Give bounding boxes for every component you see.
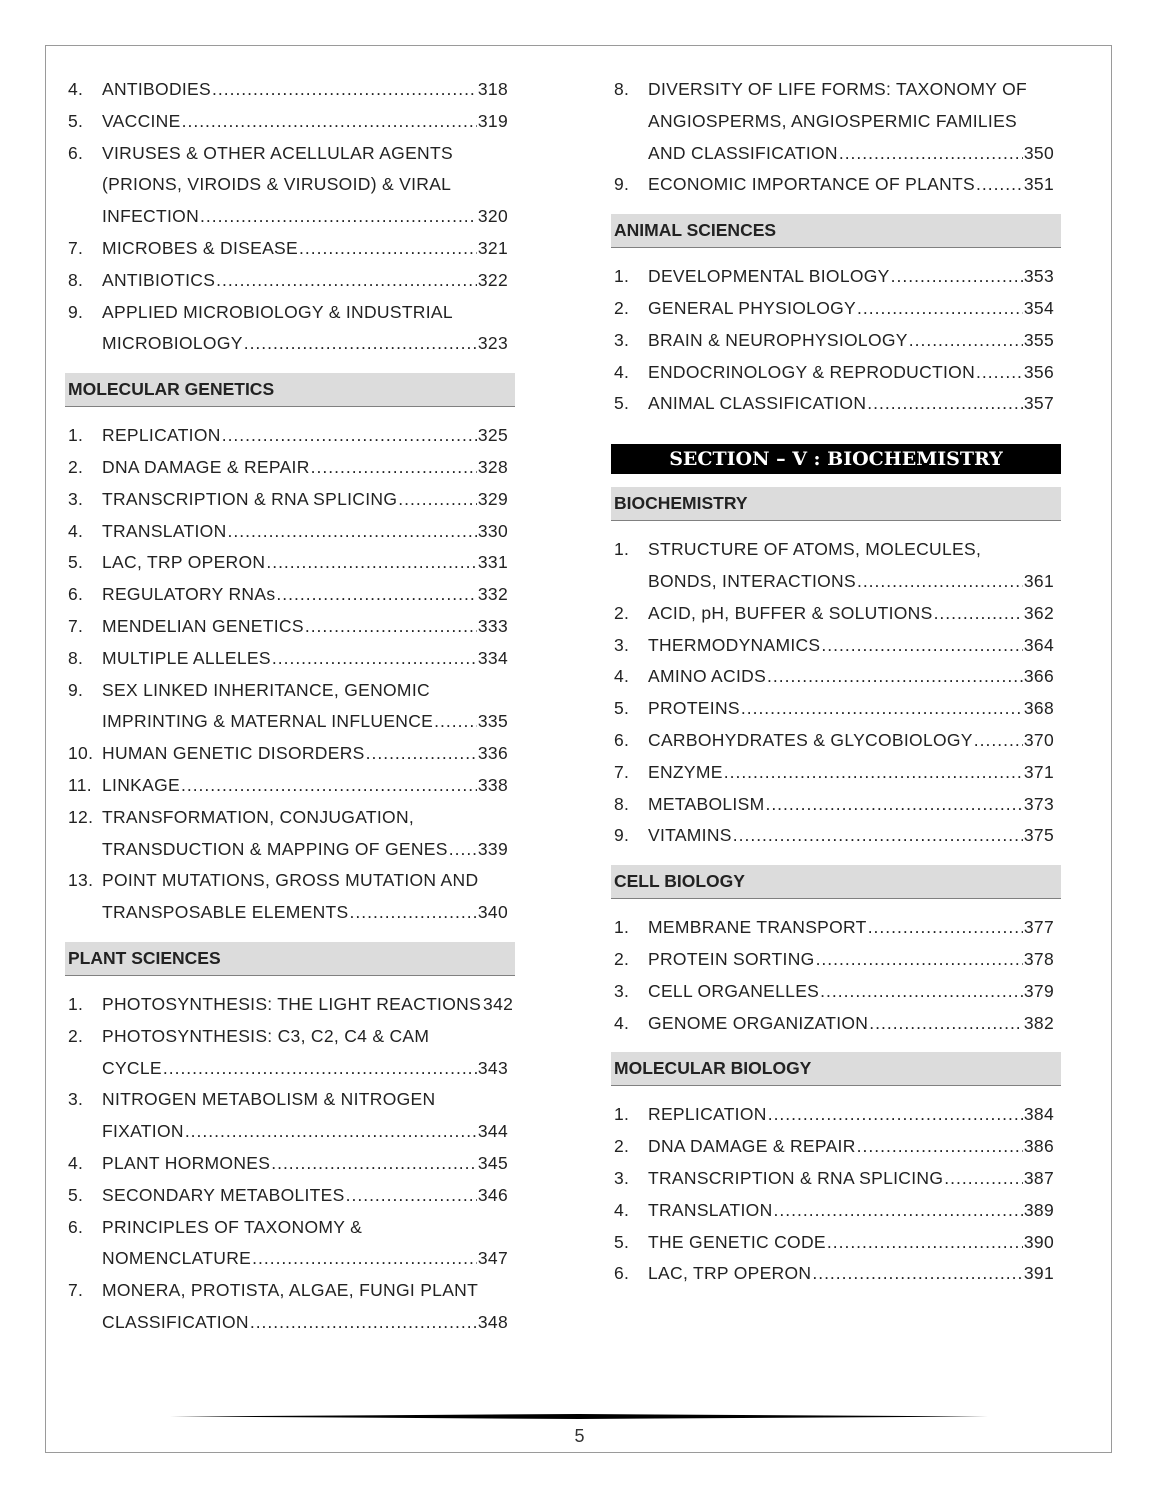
toc-entry[interactable] bbox=[65, 452, 515, 484]
toc-entry[interactable] bbox=[611, 261, 1061, 293]
toc-left-column bbox=[65, 74, 515, 1339]
entry-number: 2. bbox=[614, 602, 630, 623]
entry-number: 5. bbox=[614, 698, 630, 719]
entry-number: 2. bbox=[614, 1136, 630, 1157]
dot-leader bbox=[867, 388, 1023, 420]
entry-title: MICROBES & DISEASE bbox=[102, 237, 299, 258]
entry-title-line: PHOTOSYNTHESIS: C3, C2, C4 & CAM bbox=[102, 1025, 430, 1046]
entry-page-number: 339 bbox=[477, 838, 508, 859]
dot-leader bbox=[944, 1163, 1023, 1195]
dot-leader bbox=[857, 1131, 1023, 1163]
entry-number: 5. bbox=[68, 552, 84, 573]
entry-title-line: TRANSFORMATION, CONJUGATION, bbox=[102, 806, 415, 827]
dot-leader bbox=[222, 420, 477, 452]
entry-page-number: 368 bbox=[1023, 698, 1054, 719]
entry-number: 1. bbox=[68, 425, 84, 446]
entry-number: 3. bbox=[614, 1167, 630, 1188]
entry-number: 3. bbox=[68, 488, 84, 509]
dot-leader bbox=[869, 1008, 1023, 1040]
entry-number: 8. bbox=[68, 647, 84, 668]
entry-page-number: 357 bbox=[1023, 393, 1054, 414]
toc-entry[interactable] bbox=[65, 1084, 515, 1148]
toc-entry[interactable] bbox=[65, 865, 515, 929]
section-banner: SECTION – V : BIOCHEMISTRY bbox=[611, 444, 1061, 474]
entry-page-number: 391 bbox=[1023, 1263, 1054, 1284]
entry-page-number: 361 bbox=[1023, 570, 1054, 591]
entry-number: 3. bbox=[614, 634, 630, 655]
entry-page-number: 390 bbox=[1023, 1231, 1054, 1252]
dot-leader bbox=[272, 643, 477, 675]
entry-title: TRANSCRIPTION & RNA SPLICING bbox=[102, 488, 398, 509]
entry-title: GENERAL PHYSIOLOGY bbox=[648, 297, 857, 318]
toc-entry[interactable] bbox=[65, 1148, 515, 1180]
category-heading: PLANT SCIENCES bbox=[65, 942, 515, 976]
toc-entry[interactable] bbox=[65, 1021, 515, 1085]
entry-title: THERMODYNAMICS bbox=[648, 634, 821, 655]
toc-entry[interactable] bbox=[65, 297, 515, 361]
entry-title: AND CLASSIFICATION bbox=[648, 142, 838, 163]
toc-entry[interactable] bbox=[611, 976, 1061, 1008]
entry-title: MEMBRANE TRANSPORT bbox=[648, 917, 867, 938]
entry-number: 5. bbox=[68, 1184, 84, 1205]
entry-page-number: 325 bbox=[477, 425, 508, 446]
toc-entry[interactable] bbox=[65, 802, 515, 866]
entry-number: 1. bbox=[614, 1104, 630, 1125]
entry-page-number: 346 bbox=[477, 1184, 508, 1205]
entry-page-number: 340 bbox=[477, 902, 508, 923]
entry-page-number: 364 bbox=[1023, 634, 1054, 655]
toc-entry[interactable] bbox=[611, 820, 1061, 852]
entry-number: 9. bbox=[68, 301, 84, 322]
entry-number: 3. bbox=[614, 980, 630, 1001]
entry-page-number: 351 bbox=[1023, 174, 1054, 195]
dot-leader bbox=[812, 1258, 1023, 1290]
dot-leader bbox=[857, 566, 1023, 598]
dot-leader bbox=[163, 1053, 477, 1085]
entry-title: LAC, TRP OPERON bbox=[648, 1263, 812, 1284]
entry-number: 4. bbox=[68, 1152, 84, 1173]
dot-leader bbox=[976, 357, 1023, 389]
toc-entry[interactable] bbox=[611, 1099, 1061, 1131]
toc-entry[interactable] bbox=[611, 357, 1061, 389]
dot-leader bbox=[181, 770, 477, 802]
toc-entry[interactable] bbox=[65, 420, 515, 452]
dot-leader bbox=[857, 293, 1023, 325]
toc-entry[interactable] bbox=[611, 534, 1061, 598]
category-heading: BIOCHEMISTRY bbox=[611, 487, 1061, 521]
dot-leader bbox=[182, 106, 477, 138]
entry-number: 6. bbox=[614, 1263, 630, 1284]
toc-entry[interactable] bbox=[611, 598, 1061, 630]
entry-page-number: 379 bbox=[1023, 980, 1054, 1001]
entry-number: 6. bbox=[68, 142, 84, 163]
entry-title: PHOTOSYNTHESIS: THE LIGHT REACTIONS bbox=[102, 993, 482, 1014]
entry-page-number: 382 bbox=[1023, 1012, 1054, 1033]
toc-entry[interactable] bbox=[611, 944, 1061, 976]
dot-leader bbox=[276, 579, 477, 611]
dot-leader bbox=[733, 820, 1023, 852]
toc-entry[interactable] bbox=[65, 265, 515, 297]
entry-title: VITAMINS bbox=[648, 825, 732, 846]
entry-title: GENOME ORGANIZATION bbox=[648, 1012, 869, 1033]
toc-entry[interactable] bbox=[65, 989, 515, 1021]
entry-title: CYCLE bbox=[102, 1057, 162, 1078]
entry-title: ENDOCRINOLOGY & REPRODUCTION bbox=[648, 361, 976, 382]
entry-page-number: 354 bbox=[1023, 297, 1054, 318]
toc-entry[interactable] bbox=[611, 789, 1061, 821]
toc-entry[interactable] bbox=[65, 106, 515, 138]
entry-page-number: 332 bbox=[477, 584, 508, 605]
toc-entry[interactable] bbox=[611, 661, 1061, 693]
toc-entry[interactable] bbox=[611, 1163, 1061, 1195]
toc-entry[interactable] bbox=[65, 74, 515, 106]
entry-title: REPLICATION bbox=[102, 425, 221, 446]
toc-entry[interactable] bbox=[611, 293, 1061, 325]
entry-number: 4. bbox=[614, 666, 630, 687]
toc-entry[interactable] bbox=[611, 912, 1061, 944]
dot-leader bbox=[266, 547, 477, 579]
dot-leader bbox=[212, 74, 477, 106]
dot-leader bbox=[934, 598, 1023, 630]
entry-number: 4. bbox=[614, 1012, 630, 1033]
entry-number: 2. bbox=[68, 1025, 84, 1046]
entry-title: TRANSLATION bbox=[102, 520, 227, 541]
entry-number: 1. bbox=[614, 917, 630, 938]
entry-page-number: 353 bbox=[1023, 266, 1054, 287]
toc-entry[interactable] bbox=[65, 1212, 515, 1276]
entry-page-number: 342 bbox=[483, 993, 514, 1014]
toc-entry[interactable] bbox=[65, 233, 515, 265]
entry-number: 6. bbox=[614, 729, 630, 750]
entry-page-number: 319 bbox=[477, 110, 508, 131]
entry-page-number: 334 bbox=[477, 647, 508, 668]
toc-entry[interactable] bbox=[611, 74, 1061, 169]
dot-leader bbox=[767, 661, 1023, 693]
entry-page-number: 373 bbox=[1023, 793, 1054, 814]
toc-entry[interactable] bbox=[65, 770, 515, 802]
toc-entry[interactable] bbox=[611, 169, 1061, 201]
entry-title-line: DIVERSITY OF LIFE FORMS: TAXONOMY OF bbox=[648, 79, 1028, 99]
dot-leader bbox=[311, 452, 477, 484]
dot-leader bbox=[449, 834, 477, 866]
entry-title: BRAIN & NEUROPHYSIOLOGY bbox=[648, 329, 908, 350]
entry-title: PLANT HORMONES bbox=[102, 1152, 271, 1173]
entry-title: DEVELOPMENTAL BIOLOGY bbox=[648, 266, 890, 287]
entry-title: PROTEINS bbox=[648, 698, 740, 719]
entry-title: REPLICATION bbox=[648, 1104, 767, 1125]
entry-title: MENDELIAN GENETICS bbox=[102, 615, 304, 636]
entry-title: INFECTION bbox=[102, 206, 200, 227]
entry-page-number: 321 bbox=[477, 237, 508, 258]
entry-page-number: 345 bbox=[477, 1152, 508, 1173]
entry-title: IMPRINTING & MATERNAL INFLUENCE bbox=[102, 711, 434, 732]
entry-page-number: 320 bbox=[477, 206, 508, 227]
dot-leader bbox=[774, 1195, 1023, 1227]
category-heading: ANIMAL SCIENCES bbox=[611, 214, 1061, 248]
entry-title: FIXATION bbox=[102, 1121, 184, 1142]
entry-title: MULTIPLE ALLELES bbox=[102, 647, 271, 668]
entry-title: BONDS, INTERACTIONS bbox=[648, 570, 856, 591]
category-heading: MOLECULAR BIOLOGY bbox=[611, 1052, 1061, 1086]
dot-leader bbox=[768, 1099, 1023, 1131]
entry-number: 9. bbox=[68, 679, 84, 700]
entry-page-number: 322 bbox=[477, 269, 508, 290]
entry-title: METABOLISM bbox=[648, 793, 765, 814]
entry-title: LAC, TRP OPERON bbox=[102, 552, 266, 573]
entry-page-number: 389 bbox=[1023, 1199, 1054, 1220]
toc-entry[interactable] bbox=[65, 138, 515, 233]
entry-page-number: 355 bbox=[1023, 329, 1054, 350]
entry-page-number: 371 bbox=[1023, 761, 1054, 782]
toc-entry[interactable] bbox=[611, 1008, 1061, 1040]
entry-number: 6. bbox=[68, 1216, 84, 1237]
entry-page-number: 336 bbox=[477, 743, 508, 764]
entry-number: 7. bbox=[68, 1280, 84, 1301]
dot-leader bbox=[974, 725, 1023, 757]
toc-entry[interactable] bbox=[611, 1131, 1061, 1163]
entry-title: REGULATORY RNAs bbox=[102, 584, 276, 605]
entry-page-number: 370 bbox=[1023, 729, 1054, 750]
entry-page-number: 335 bbox=[477, 711, 508, 732]
dot-leader bbox=[346, 1180, 477, 1212]
entry-title-line: SEX LINKED INHERITANCE, GENOMIC bbox=[102, 679, 430, 700]
entry-number: 4. bbox=[614, 361, 630, 382]
toc-entry[interactable] bbox=[65, 1275, 515, 1339]
entry-title: CARBOHYDRATES & GLYCOBIOLOGY bbox=[648, 729, 973, 750]
entry-number: 5. bbox=[68, 110, 84, 131]
entry-number: 11. bbox=[68, 774, 92, 795]
dot-leader bbox=[252, 1243, 477, 1275]
entry-title: NOMENCLATURE bbox=[102, 1248, 252, 1269]
entry-title: CLASSIFICATION bbox=[102, 1311, 249, 1332]
entry-title-line: ANGIOSPERMS, ANGIOSPERMIC FAMILIES bbox=[648, 110, 1018, 131]
entry-title: ANIMAL CLASSIFICATION bbox=[648, 393, 867, 414]
entry-title: ACID, pH, BUFFER & SOLUTIONS bbox=[648, 602, 933, 623]
entry-title: DNA DAMAGE & REPAIR bbox=[102, 456, 310, 477]
toc-entry[interactable] bbox=[65, 579, 515, 611]
dot-leader bbox=[200, 201, 477, 233]
entry-title-line: VIRUSES & OTHER ACELLULAR AGENTS bbox=[102, 142, 453, 163]
entry-number: 4. bbox=[614, 1199, 630, 1220]
entry-title: THE GENETIC CODE bbox=[648, 1231, 826, 1252]
toc-entry[interactable] bbox=[65, 738, 515, 770]
entry-number: 5. bbox=[614, 1231, 630, 1252]
entry-number: 8. bbox=[614, 79, 630, 99]
entry-title: ENZYME bbox=[648, 761, 723, 782]
toc-entry[interactable] bbox=[65, 516, 515, 548]
entry-page-number: 343 bbox=[477, 1057, 508, 1078]
entry-number: 9. bbox=[614, 174, 630, 195]
toc-entry[interactable] bbox=[611, 1258, 1061, 1290]
entry-page-number: 328 bbox=[477, 456, 508, 477]
dot-leader bbox=[827, 1227, 1023, 1259]
category-heading: CELL BIOLOGY bbox=[611, 865, 1061, 899]
entry-number: 2. bbox=[614, 948, 630, 969]
dot-leader bbox=[839, 138, 1023, 170]
entry-number: 8. bbox=[68, 269, 84, 290]
dot-leader bbox=[228, 516, 477, 548]
entry-number: 4. bbox=[68, 520, 84, 541]
toc-entry[interactable] bbox=[65, 547, 515, 579]
dot-leader bbox=[366, 738, 477, 770]
entry-number: 6. bbox=[68, 584, 84, 605]
dot-leader bbox=[976, 169, 1023, 201]
entry-title: TRANSCRIPTION & RNA SPLICING bbox=[648, 1167, 944, 1188]
entry-page-number: 329 bbox=[477, 488, 508, 509]
entry-page-number: 333 bbox=[477, 615, 508, 636]
entry-title: ANTIBIOTICS bbox=[102, 269, 216, 290]
entry-page-number: 386 bbox=[1023, 1136, 1054, 1157]
dot-leader bbox=[821, 630, 1022, 662]
entry-page-number: 338 bbox=[477, 774, 508, 795]
dot-leader bbox=[816, 944, 1023, 976]
entry-number: 1. bbox=[614, 266, 630, 287]
toc-entry[interactable] bbox=[65, 675, 515, 739]
dot-leader bbox=[244, 328, 477, 360]
dot-leader bbox=[305, 611, 477, 643]
entry-number: 3. bbox=[614, 329, 630, 350]
entry-number: 7. bbox=[68, 237, 84, 258]
entry-page-number: 331 bbox=[477, 552, 508, 573]
entry-number: 4. bbox=[68, 79, 84, 99]
entry-page-number: 323 bbox=[477, 333, 508, 354]
entry-title: ANTIBODIES bbox=[102, 79, 211, 99]
entry-title: TRANSPOSABLE ELEMENTS bbox=[102, 902, 349, 923]
entry-page-number: 377 bbox=[1023, 917, 1054, 938]
entry-title: TRANSDUCTION & MAPPING OF GENES bbox=[102, 838, 448, 859]
toc-entry[interactable] bbox=[611, 388, 1061, 420]
entry-title: CELL ORGANELLES bbox=[648, 980, 820, 1001]
dot-leader bbox=[891, 261, 1023, 293]
entry-page-number: 366 bbox=[1023, 666, 1054, 687]
dot-leader bbox=[271, 1148, 477, 1180]
entry-title: PROTEIN SORTING bbox=[648, 948, 815, 969]
entry-title: HUMAN GENETIC DISORDERS bbox=[102, 743, 365, 764]
entry-number: 3. bbox=[68, 1089, 84, 1110]
dot-leader bbox=[741, 693, 1023, 725]
toc-entry[interactable] bbox=[65, 643, 515, 675]
dot-leader bbox=[820, 976, 1023, 1008]
entry-number: 2. bbox=[614, 297, 630, 318]
entry-title: AMINO ACIDS bbox=[648, 666, 767, 687]
dot-leader bbox=[765, 789, 1022, 821]
dot-leader bbox=[868, 912, 1023, 944]
dot-leader bbox=[250, 1307, 477, 1339]
toc-entry[interactable] bbox=[65, 484, 515, 516]
entry-title-line: STRUCTURE OF ATOMS, MOLECULES, bbox=[648, 539, 982, 560]
entry-number: 2. bbox=[68, 456, 84, 477]
entry-page-number: 318 bbox=[477, 79, 508, 99]
entry-title-line: APPLIED MICROBIOLOGY & INDUSTRIAL bbox=[102, 301, 453, 322]
toc-entry[interactable] bbox=[611, 1195, 1061, 1227]
entry-title: VACCINE bbox=[102, 110, 181, 131]
toc-entry[interactable] bbox=[611, 630, 1061, 662]
entry-number: 12. bbox=[68, 806, 94, 827]
entry-title-line: NITROGEN METABOLISM & NITROGEN bbox=[102, 1089, 436, 1110]
category-heading: MOLECULAR GENETICS bbox=[65, 373, 515, 407]
dot-leader bbox=[724, 757, 1023, 789]
entry-title: SECONDARY METABOLITES bbox=[102, 1184, 345, 1205]
entry-number: 8. bbox=[614, 793, 630, 814]
entry-title: ECONOMIC IMPORTANCE OF PLANTS bbox=[648, 174, 975, 195]
entry-number: 1. bbox=[614, 539, 630, 560]
entry-title-line: PRINCIPLES OF TAXONOMY & bbox=[102, 1216, 363, 1237]
entry-page-number: 347 bbox=[477, 1248, 508, 1269]
entry-page-number: 344 bbox=[477, 1121, 508, 1142]
entry-number: 5. bbox=[614, 393, 630, 414]
entry-page-number: 348 bbox=[477, 1311, 508, 1332]
entry-page-number: 356 bbox=[1023, 361, 1054, 382]
dot-leader bbox=[185, 1116, 477, 1148]
toc-entry[interactable] bbox=[65, 611, 515, 643]
entry-number: 13. bbox=[68, 870, 94, 891]
toc-entry[interactable] bbox=[611, 693, 1061, 725]
dot-leader bbox=[909, 325, 1023, 357]
entry-number: 1. bbox=[68, 993, 84, 1014]
dot-leader bbox=[216, 265, 477, 297]
entry-number: 7. bbox=[614, 761, 630, 782]
dot-leader bbox=[299, 233, 477, 265]
entry-number: 10. bbox=[68, 743, 94, 764]
entry-page-number: 384 bbox=[1023, 1104, 1054, 1125]
toc-entry[interactable] bbox=[611, 1227, 1061, 1259]
entry-title-line: (PRIONS, VIROIDS & VIRUSOID) & VIRAL bbox=[102, 174, 452, 195]
entry-title-line: MONERA, PROTISTA, ALGAE, FUNGI PLANT bbox=[102, 1280, 479, 1301]
toc-entry[interactable] bbox=[65, 1180, 515, 1212]
entry-title-line: POINT MUTATIONS, GROSS MUTATION AND bbox=[102, 870, 479, 891]
toc-right-column bbox=[611, 74, 1061, 1290]
entry-page-number: 362 bbox=[1023, 602, 1054, 623]
entry-title: LINKAGE bbox=[102, 774, 180, 795]
entry-page-number: 375 bbox=[1023, 825, 1054, 846]
entry-page-number: 378 bbox=[1023, 948, 1054, 969]
toc-entry[interactable] bbox=[611, 757, 1061, 789]
entry-page-number: 387 bbox=[1023, 1167, 1054, 1188]
entry-title: DNA DAMAGE & REPAIR bbox=[648, 1136, 856, 1157]
toc-entry[interactable] bbox=[611, 725, 1061, 757]
entry-page-number: 330 bbox=[477, 520, 508, 541]
entry-title: MICROBIOLOGY bbox=[102, 333, 243, 354]
page-number: 5 bbox=[574, 1426, 585, 1446]
dot-leader bbox=[398, 484, 477, 516]
entry-page-number: 350 bbox=[1023, 142, 1054, 163]
toc-entry[interactable] bbox=[611, 325, 1061, 357]
dot-leader bbox=[350, 897, 477, 929]
footer-rule bbox=[170, 1414, 988, 1419]
entry-number: 7. bbox=[68, 615, 84, 636]
entry-title: TRANSLATION bbox=[648, 1199, 773, 1220]
dot-leader bbox=[434, 706, 477, 738]
entry-number: 9. bbox=[614, 825, 630, 846]
